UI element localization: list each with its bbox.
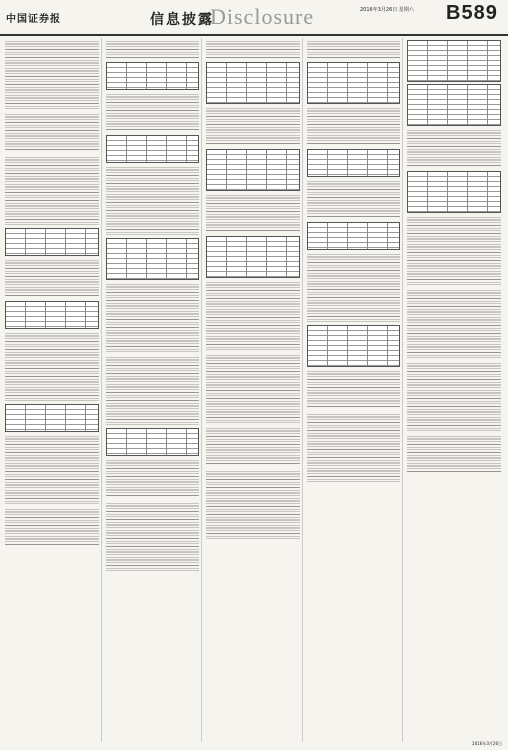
issue-date: 2016年3月26日 星期六 [360,7,414,13]
text-block [206,280,300,350]
data-table [106,62,200,90]
text-block [5,507,99,547]
data-table [206,149,300,191]
text-block [5,434,99,504]
text-block [407,288,501,358]
text-block [5,112,99,152]
column-3 [206,38,303,742]
text-block [5,155,99,225]
column-4 [307,38,404,742]
text-block [106,355,200,425]
column-2 [106,38,203,742]
page-header [0,0,508,36]
data-table [407,84,501,126]
data-table [5,228,99,256]
data-table [307,149,401,177]
column-1 [5,38,102,742]
text-block [206,469,300,539]
text-block [407,215,501,285]
data-table [407,171,501,213]
article-columns [5,38,503,742]
page-number: B589 [446,2,498,24]
text-block [206,426,300,466]
data-table [106,238,200,280]
text-block [106,458,200,498]
data-table [307,325,401,367]
newspaper-logo: 中国证券报 [6,14,61,25]
data-table [307,62,401,104]
text-block [307,412,401,482]
data-table [206,236,300,278]
text-block [307,106,401,146]
text-block [307,252,401,322]
data-table [206,62,300,104]
text-block [407,434,501,474]
text-block [106,165,200,235]
data-table [106,135,200,163]
data-table [5,404,99,432]
text-block [307,369,401,409]
data-table [407,40,501,82]
text-block [5,258,99,298]
text-block [206,193,300,233]
page-footer: 2016年3月26日 [472,741,502,746]
text-block [5,331,99,401]
data-table [5,301,99,329]
text-block [407,128,501,168]
text-block [307,39,401,59]
text-block [106,501,200,571]
text-block [407,361,501,431]
section-title: 信息披露 [150,12,214,28]
text-block [206,353,300,423]
text-block [206,106,300,146]
text-block [106,282,200,352]
text-block [206,39,300,59]
text-block [5,39,99,109]
column-5 [407,38,503,742]
text-block [307,179,401,219]
text-block [106,39,200,59]
data-table [106,428,200,456]
text-block [106,92,200,132]
section-title-en: Disclosure [210,4,315,29]
data-table [307,222,401,250]
